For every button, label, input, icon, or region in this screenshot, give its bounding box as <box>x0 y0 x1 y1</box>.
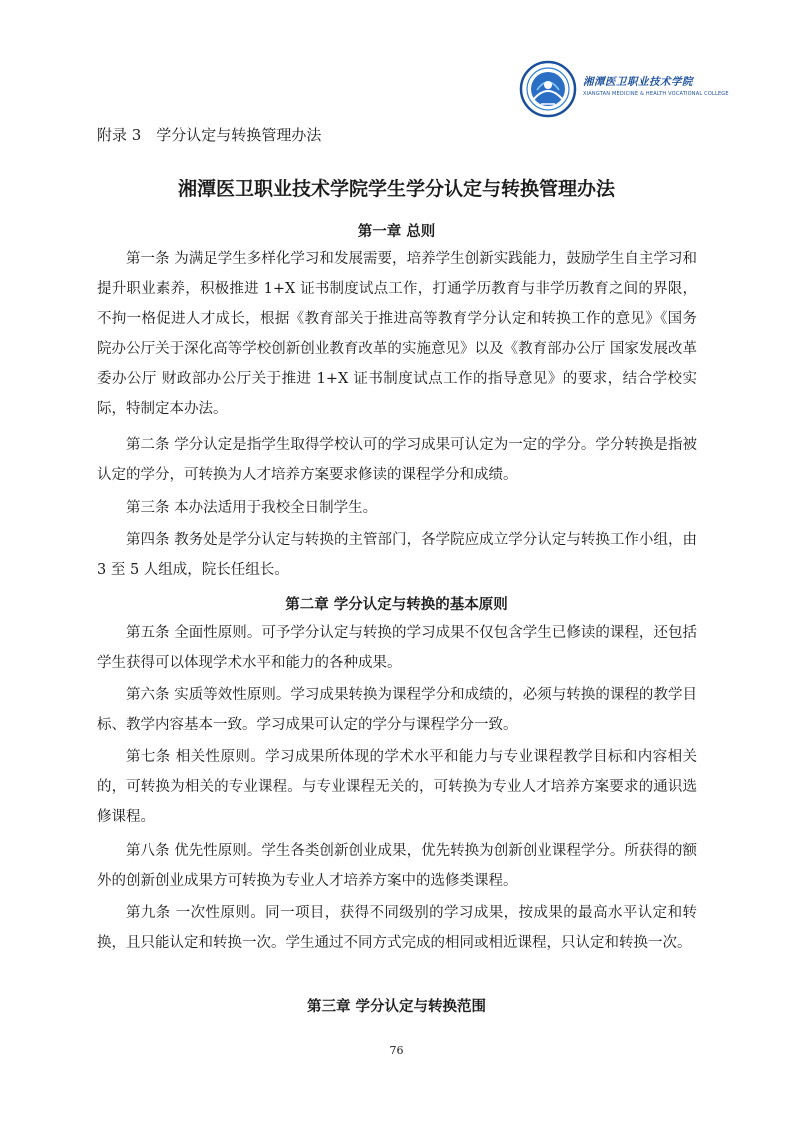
logo-school-name-en: XIANGTAN MEDICINE & HEALTH VOCATIONAL COLLEGE <box>583 91 729 97</box>
appendix-label: 附录 3 学分认定与转换管理办法 <box>97 126 322 144</box>
article-9: 第九条 一次性原则。同一项目，获得不同级别的学习成果，按成果的最高水平认定和转换，且只能认定和转换一次。学生通过不同方式完成的相同或相近课程，只认定和转换一次。 <box>97 905 697 951</box>
school-emblem-icon <box>519 60 577 118</box>
chapter-2-heading: 第二章 学分认定与转换的基本原则 <box>285 597 508 613</box>
article-3: 第三条 本办法适用于我校全日制学生。 <box>126 500 378 516</box>
article-1: 第一条 为满足学生多样化学习和发展需要，培养学生创新实践能力，鼓励学生自主学习和提升职业素养，积极推进 1+X 证书制度试点工作，打通学历教育与非学历教育之间的界限，不拘一格促进人才成长，根据《教育部关于推进高等教育学分认定和转换工作的意见》《国务院办公厅关于深化高等学校创新创业教育改革的实施意见》以及《教育部办公厅 国家发展改革委办公厅 财政部办公厅关于推进 1+X 证书制度试点工作的指导意见》的要求，结合学校实际，特制定本办法。 <box>97 251 697 417</box>
chapter-3-heading: 第三章 学分认定与转换范围 <box>306 999 487 1015</box>
article-7: 第七条 相关性原则。学习成果所体现的学术水平和能力与专业课程教学目标和内容相关的，可转换为相关的专业课程。与专业课程无关的，可转换为专业人才培养方案要求的通识选修课程。 <box>97 749 697 825</box>
logo-school-name: 湘潭医卫职业技术学院 <box>583 76 693 88</box>
article-5: 第五条 全面性原则。可予学分认定与转换的学习成果不仅包含学生已修读的课程，还包括学生获得可以体现学术水平和能力的各种成果。 <box>97 625 697 671</box>
article-4: 第四条 教务处是学分认定与转换的主管部门，各学院应成立学分认定与转换工作小组，由 3 至 5 人组成，院长任组长。 <box>97 532 697 578</box>
page-number: 76 <box>389 1044 404 1057</box>
chapter-1-heading: 第一章 总则 <box>357 224 436 240</box>
article-8: 第八条 优先性原则。学生各类创新创业成果，优先转换为创新创业课程学分。所获得的额外的创新创业成果方可转换为专业人才培养方案中的选修类课程。 <box>97 843 697 889</box>
document-title: 湘潭医卫职业技术学院学生学分认定与转换管理办法 <box>177 178 615 200</box>
article-2: 第二条 学分认定是指学生取得学校认可的学习成果可认定为一定的学分。学分转换是指被认定的学分，可转换为人才培养方案要求修读的课程学分和成绩。 <box>97 437 697 483</box>
school-logo <box>519 60 729 116</box>
article-6: 第六条 实质等效性原则。学习成果转换为课程学分和成绩的，必须与转换的课程的教学目标、教学内容基本一致。学习成果可认定的学分与课程学分一致。 <box>97 687 697 733</box>
